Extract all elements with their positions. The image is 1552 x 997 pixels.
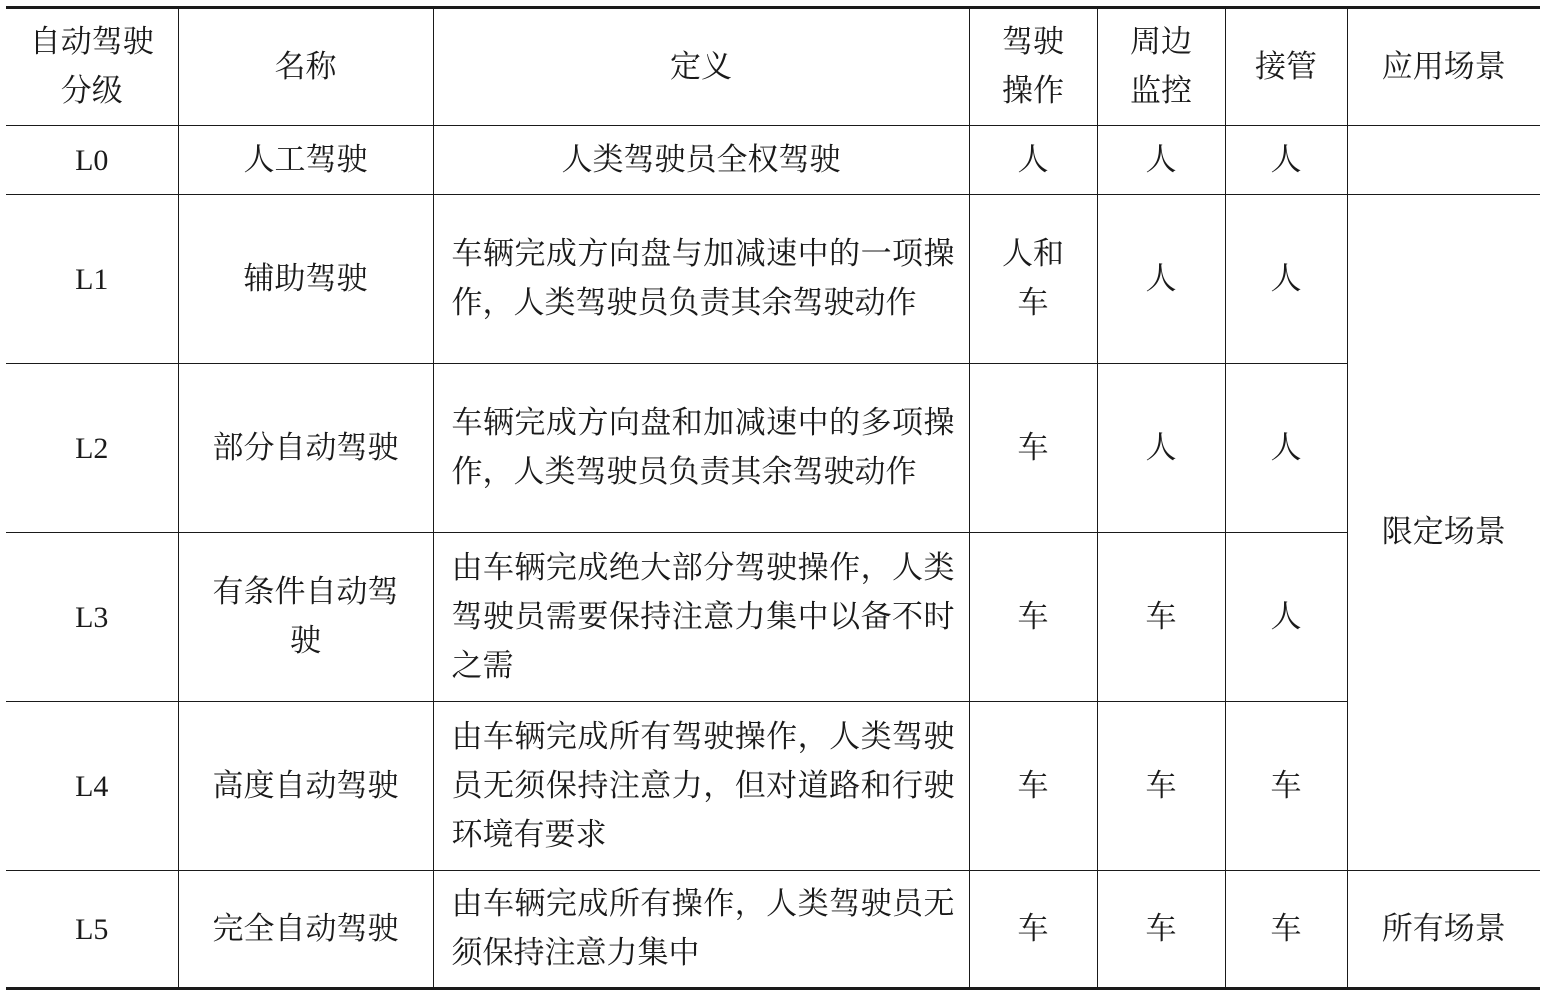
driving-cell: 人和车 xyxy=(969,195,1097,364)
level-cell: L5 xyxy=(6,871,178,989)
takeover-cell: 车 xyxy=(1225,871,1347,989)
monitoring-cell: 人 xyxy=(1097,126,1225,195)
monitoring-cell: 车 xyxy=(1097,533,1225,702)
name-cell: 人工驾驶 xyxy=(178,126,433,195)
monitoring-cell: 车 xyxy=(1097,702,1225,871)
scenario-cell-all: 所有场景 xyxy=(1347,871,1540,989)
definition-cell: 车辆完成方向盘和加减速中的多项操作，人类驾驶员负责其余驾驶动作 xyxy=(433,364,969,533)
table-row xyxy=(6,195,1540,364)
definition-cell: 由车辆完成所有操作，人类驾驶员无须保持注意力集中 xyxy=(433,871,969,989)
takeover-cell: 人 xyxy=(1225,126,1347,195)
takeover-cell: 车 xyxy=(1225,702,1347,871)
driving-cell: 车 xyxy=(969,871,1097,989)
header-application-scenario: 应用场景 xyxy=(1347,8,1540,126)
header-takeover: 接管 xyxy=(1225,8,1347,126)
level-cell: L0 xyxy=(6,126,178,195)
table-row xyxy=(6,364,1540,533)
header-driving-operation: 驾驶操作 xyxy=(969,8,1097,126)
header-row xyxy=(6,8,1540,126)
takeover-cell: 人 xyxy=(1225,533,1347,702)
header-definition: 定义 xyxy=(433,8,969,126)
monitoring-cell: 人 xyxy=(1097,195,1225,364)
definition-cell: 车辆完成方向盘与加减速中的一项操作，人类驾驶员负责其余驾驶动作 xyxy=(433,195,969,364)
table-row xyxy=(6,871,1540,989)
name-cell: 完全自动驾驶 xyxy=(178,871,433,989)
table-body xyxy=(6,126,1540,989)
header-surrounding-monitoring: 周边监控 xyxy=(1097,8,1225,126)
table-row xyxy=(6,533,1540,702)
header-level: 自动驾驶分级 xyxy=(6,8,178,126)
name-cell: 部分自动驾驶 xyxy=(178,364,433,533)
driving-cell: 人 xyxy=(969,126,1097,195)
level-cell: L1 xyxy=(6,195,178,364)
level-cell: L4 xyxy=(6,702,178,871)
name-cell: 有条件自动驾驶 xyxy=(178,533,433,702)
definition-cell: 由车辆完成绝大部分驾驶操作，人类驾驶员需要保持注意力集中以备不时之需 xyxy=(433,533,969,702)
monitoring-cell: 车 xyxy=(1097,871,1225,989)
definition-cell: 由车辆完成所有驾驶操作，人类驾驶员无须保持注意力，但对道路和行驶环境有要求 xyxy=(433,702,969,871)
driving-cell: 车 xyxy=(969,702,1097,871)
autonomous-driving-levels-table xyxy=(6,6,1540,990)
takeover-cell: 人 xyxy=(1225,195,1347,364)
scenario-cell-limited: 限定场景 xyxy=(1347,195,1540,871)
monitoring-cell: 人 xyxy=(1097,364,1225,533)
driving-cell: 车 xyxy=(969,533,1097,702)
name-cell: 辅助驾驶 xyxy=(178,195,433,364)
table-row xyxy=(6,126,1540,195)
header-name: 名称 xyxy=(178,8,433,126)
takeover-cell: 人 xyxy=(1225,364,1347,533)
driving-cell: 车 xyxy=(969,364,1097,533)
level-cell: L2 xyxy=(6,364,178,533)
definition-cell: 人类驾驶员全权驾驶 xyxy=(433,126,969,195)
level-cell: L3 xyxy=(6,533,178,702)
name-cell: 高度自动驾驶 xyxy=(178,702,433,871)
table-header xyxy=(6,8,1540,126)
scenario-cell-empty xyxy=(1347,126,1540,195)
table-row xyxy=(6,702,1540,871)
